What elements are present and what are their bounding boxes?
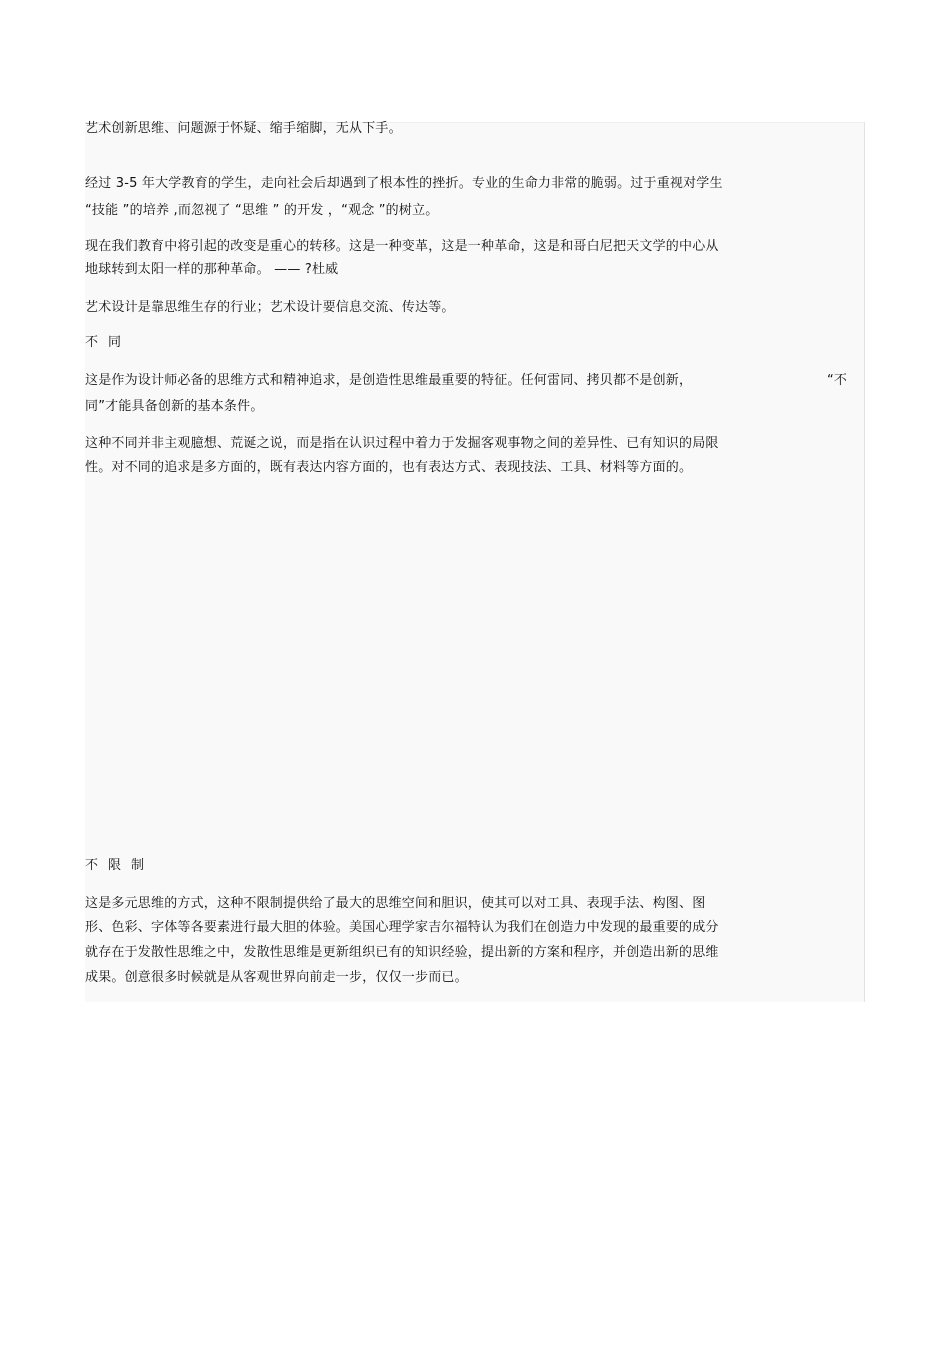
paragraph-2-line-2: 地球转到太阳一样的那种革命。 —— ?杜威 xyxy=(85,262,339,277)
paragraph-6-line-2: 形、色彩、字体等各要素进行最大胆的体验。美国心理学家吉尔福特认为我们在创造力中发现的最重要的成分 xyxy=(85,920,719,935)
paragraph-3: 艺术设计是靠思维生存的行业；艺术设计要信息交流、传达等。 xyxy=(85,300,455,315)
paragraph-6-line-4: 成果。创意很多时候就是从客观世界向前走一步，仅仅一步而已。 xyxy=(85,970,468,985)
paragraph-4-line-1-end: “不 xyxy=(827,373,848,388)
section-heading-different: 不同 xyxy=(85,335,132,350)
paragraph-1-line-1: 经过 3-5 年大学教育的学生，走向社会后却遇到了根本性的挫折。专业的生命力非常的脆弱。过于重视对学生 xyxy=(85,176,723,191)
paragraph-6-line-1: 这是多元思维的方式，这种不限制提供给了最大的思维空间和胆识，使其可以对工具、表现手法、构图、图 xyxy=(85,896,706,911)
section-heading-no-limit: 不限制 xyxy=(85,858,155,873)
paragraph-4-line-1: 这是作为设计师必备的思维方式和精神追求，是创造性思维最重要的特征。任何雷同、拷贝都不是创新， xyxy=(85,373,693,388)
paragraph-5-line-2: 性。对不同的追求是多方面的，既有表达内容方面的，也有表达方式、表现技法、工具、材料等方面的。 xyxy=(85,460,693,475)
intro-line: 艺术创新思维、问题源于怀疑、缩手缩脚，无从下手。 xyxy=(85,121,402,136)
paragraph-2-line-1: 现在我们教育中将引起的改变是重心的转移。这是一种变革，这是一种革命，这是和哥白尼把天文学的中心从 xyxy=(85,239,719,254)
paragraph-4-line-2: 同”才能具备创新的基本条件。 xyxy=(85,399,264,414)
paragraph-6-line-3: 就存在于发散性思维之中，发散性思维是更新组织已有的知识经验，提出新的方案和程序，并创造出新的思维 xyxy=(85,945,719,960)
paragraph-5-line-1: 这种不同并非主观臆想、荒诞之说，而是指在认识过程中着力于发掘客观事物之间的差异性、已有知识的局限 xyxy=(85,436,719,451)
paragraph-1-line-2: “技能 ”的培养 ,而忽视了 “思维 ” 的开发 ，“观念 ”的树立。 xyxy=(85,203,439,218)
